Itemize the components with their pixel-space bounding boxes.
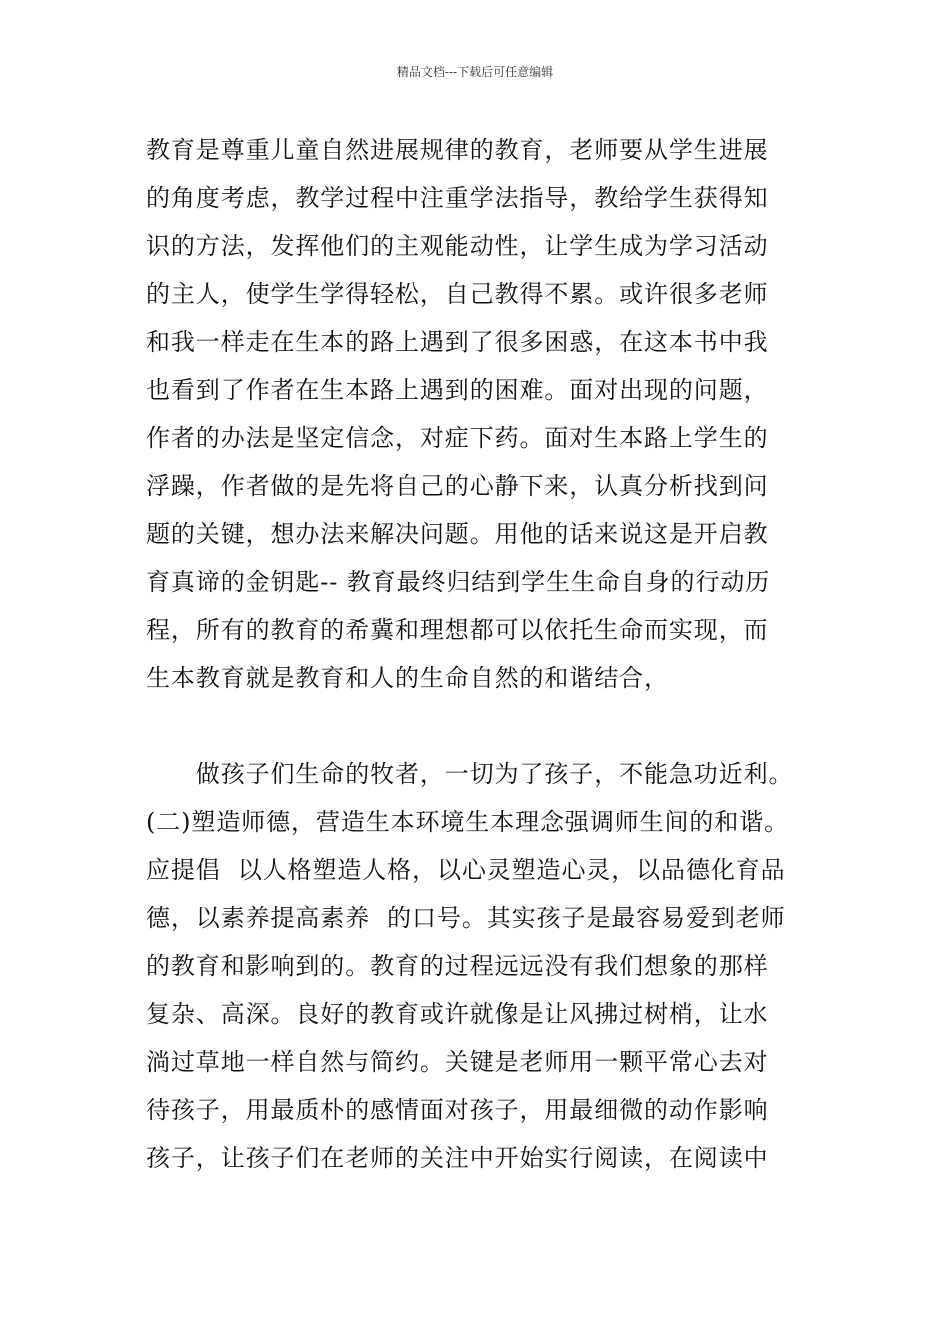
paragraph-1-line: 的主人，使学生学得轻松，自己教得不累。或许很多老师 [146, 280, 769, 308]
paragraph-1-line: 程，所有的教育的希冀和理想都可以依托生命而实现，而 [146, 616, 769, 644]
paragraph-1-line: 题的关键，想办法来解决问题。用他的话来说这是开启教 [146, 520, 769, 548]
paragraph-1-line: 生本教育就是教育和人的生命自然的和谐结合， [146, 664, 669, 692]
paragraph-2-line: 孩子，让孩子们在老师的关注中开始实行阅读，在阅读中 [146, 1144, 769, 1172]
paragraph-2-line: 应提倡 以人格塑造人格，以心灵塑造心灵，以品德化育品 [146, 856, 786, 884]
paragraph-1-line: 作者的办法是坚定信念，对症下药。面对生本路上学生的 [146, 424, 769, 452]
paragraph-1-line: 浮躁，作者做的是先将自己的心静下来，认真分析找到问 [146, 472, 769, 500]
paragraph-1-line: 育真谛的金钥匙-- 教育最终归结到学生生命自身的行动历 [146, 568, 771, 596]
page-header: 精品文档---下载后可任意编辑 [396, 65, 554, 79]
paragraph-1-line: 也看到了作者在生本路上遇到的困难。面对出现的问题， [146, 376, 769, 404]
paragraph-2-line: (二)塑造师德，营造生本环境生本理念强调师生间的和谐。 [146, 808, 790, 836]
paragraph-2-line: 复杂、高深。良好的教育或许就像是让风拂过树梢，让水 [146, 1000, 769, 1028]
paragraph-1-line: 和我一样走在生本的路上遇到了很多困惑，在这本书中我 [146, 328, 769, 356]
paragraph-2-line: 待孩子，用最质朴的感情面对孩子，用最细微的动作影响 [146, 1096, 769, 1124]
paragraph-1-line: 教育是尊重儿童自然进展规律的教育，老师要从学生进展 [146, 136, 769, 164]
paragraph-1-line: 识的方法，发挥他们的主观能动性，让学生成为学习活动 [146, 232, 769, 260]
paragraph-2-line: 的教育和影响到的。教育的过程远远没有我们想象的那样 [146, 952, 769, 980]
paragraph-2-line: 做孩子们生命的牧者，一切为了孩子，不能急功近利。 [146, 760, 794, 788]
paragraph-1-line: 的角度考虑，教学过程中注重学法指导，教给学生获得知 [146, 184, 769, 212]
paragraph-2-line: 淌过草地一样自然与简约。关键是老师用一颗平常心去对 [146, 1048, 769, 1076]
paragraph-2-line: 德，以素养提高素养 的口号。其实孩子是最容易爱到老师 [146, 904, 786, 932]
